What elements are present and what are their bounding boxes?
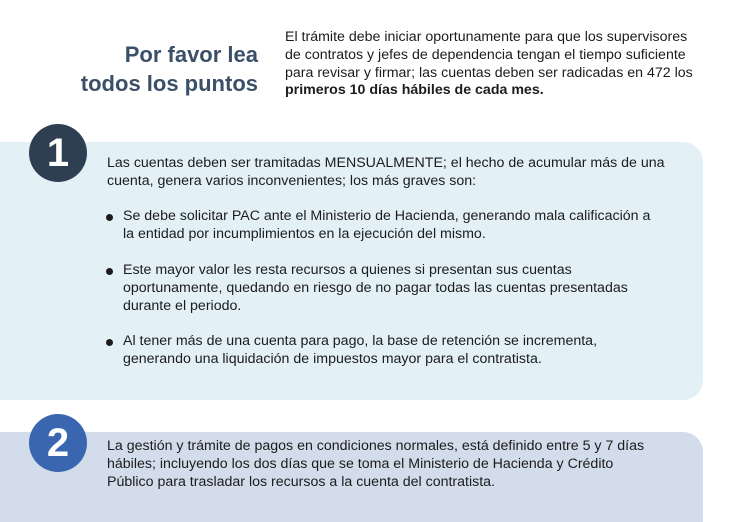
bullet-text: Al tener más de una cuenta para pago, la base de retención se incrementa, generando una liquidación de impuestos mayor para el contratista. [123,333,598,367]
page-title [30,40,258,98]
bullet-dot-icon [106,339,113,346]
header-paragraph [285,29,705,100]
header-text-normal: El trámite debe iniciar oportunamente para que los supervisores de contratos y jefes de dependencia tengan el tiempo suficiente para revisar y firmar; las cuentas deben ser radicadas en 472 los [285,29,693,81]
section-2-intro: La gestión y trámite de pagos en condiciones normales, está definido entre 5 y 7 días hábiles; incluyendo los dos días que se toma el Ministerio de Hacienda y Crédito Público para trasladar los recursos a la cuenta del contratista. [107,438,645,490]
bullet-dot-icon [106,268,113,275]
bullet-text: Este mayor valor les resta recursos a quienes si presentan sus cuentas oportunamente, quedando en riesgo de no pagar todas las cuentas presentadas durante el periodo. [123,262,628,314]
bullet-dot-icon [106,214,113,221]
bullet-text: Se debe solicitar PAC ante el Ministerio de Hacienda, generando mala calificación a la entidad por incumplimientos en la ejecución del mismo. [123,208,651,242]
header-text-bold: primeros 10 días hábiles de cada mes. [285,82,544,99]
section-2-number-badge: 2 [29,414,87,472]
page-title-line-1: Por favor lea [124,42,258,67]
page-title-line-2: todos los puntos [80,71,258,96]
section-1-intro: Las cuentas deben ser tramitadas MENSUALMENTE; el hecho de acumular más de una cuenta, genera varios inconvenientes; los más graves son: [107,155,665,189]
section-1-number-badge: 1 [29,124,87,182]
